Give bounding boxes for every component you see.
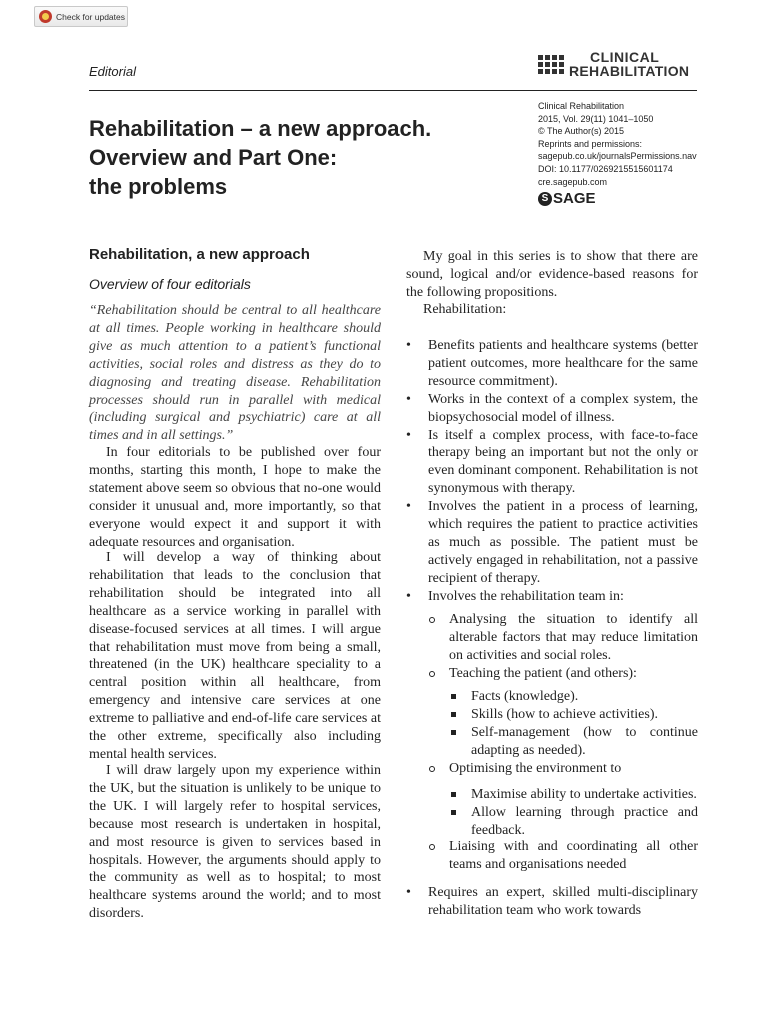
environment-list	[449, 786, 698, 840]
article-title	[89, 114, 509, 201]
section-label: Editorial	[89, 64, 136, 79]
journal-logo-line1: CLINICAL	[590, 49, 660, 65]
sage-s-icon: S	[538, 192, 552, 206]
list-item: Liaising with and coordinating all other teams and organisations needed	[428, 838, 698, 874]
title-line: the problems	[89, 174, 228, 199]
body-paragraph: My goal in this series is to show that there are sound, logical and/or evidence-based reasons for the following propositions.	[406, 249, 698, 300]
list-item: Analysing the situation to identify all alterable factors that may reduce limitation on activities and social roles.	[428, 611, 698, 665]
list-item: Allow learning through practice and feedback.	[449, 804, 698, 840]
section-heading: Rehabilitation, a new approach	[89, 246, 310, 263]
list-item: Facts (knowledge).	[449, 688, 698, 706]
permissions-link[interactable]: sagepub.co.uk/journalsPermissions.nav	[538, 151, 697, 162]
journal-logo	[538, 50, 689, 78]
publisher-name: SAGE	[553, 190, 596, 207]
check-for-updates-label: Check for updates	[56, 11, 125, 22]
team-role-list	[428, 838, 698, 874]
body-paragraph: I will develop a way of thinking about rehabilitation that leads to the conclusion that rehabilitation should be integrated into all healthcare as a service working in parallel with disease-focused services at all times. I will argue that rehabilitation must move from being a small, threatened (in the UK) healthcare speciality to a central position within all healthcare, from emergency and intensive care services at one extreme to palliative and end-of-life care services at the other extreme, specifically also including mental health services.	[89, 550, 381, 762]
proposition-list	[406, 337, 698, 606]
journal-name: Clinical Rehabilitation	[538, 101, 625, 111]
reprints-label: Reprints and permissions:	[538, 138, 643, 149]
list-item: • Benefits patients and healthcare systems (better patient outcomes, more healthcare for the same resource commitment).	[406, 337, 698, 391]
sub-heading: Overview of four editorials	[89, 276, 251, 292]
list-item: • Is itself a complex process, with face-to-face therapy being an important but not the only or even dominant component. Rehabilitation is not synonymous with therapy.	[406, 427, 698, 499]
journal-logo-grid-icon	[538, 55, 564, 74]
list-item: Maximise ability to undertake activities.	[449, 786, 698, 804]
copyright: © The Author(s) 2015	[538, 126, 625, 137]
title-line: Rehabilitation – a new approach.	[89, 116, 432, 141]
body-paragraph: In four editorials to be published over four months, starting this month, I hope to make the statement above seem so obvious that no-one would consider it unusual and, more importantly, so that everyone would expect it and support it with adequate resources and organisation.	[89, 445, 381, 550]
publication-info	[538, 100, 697, 188]
list-item: Teaching the patient (and others):	[428, 665, 698, 683]
journal-logo-line2: REHABILITATION	[569, 63, 690, 79]
teaching-list	[449, 688, 698, 760]
opening-quote: “Rehabilitation should be central to all healthcare at all times. People working in healthcare should give as much attention to a patient’s functional activities, social roles and distress as they do to diagnosing and treating disease. Rehabilitation processes should run in parallel with medical (including surgical and psychiatric) care at all times and in all settings.”	[89, 303, 381, 444]
check-for-updates-button[interactable]	[34, 6, 128, 27]
crossmark-icon	[39, 10, 52, 23]
doi[interactable]: DOI: 10.1177/0269215515601174	[538, 163, 673, 174]
publisher-logo	[538, 190, 596, 207]
journal-site-link[interactable]: cre.sagepub.com	[538, 176, 608, 187]
list-item: • Involves the patient in a process of learning, which requires the patient to practice activities as much as possible. The patient must be actively engaged in rehabilitation, not a passive recipient of therapy.	[406, 498, 698, 588]
volume-info: 2015, Vol. 29(11) 1041–1050	[538, 113, 654, 124]
list-item: Optimising the environment to	[428, 760, 698, 778]
list-item: • Works in the context of a complex system, the biopsychosocial model of illness.	[406, 391, 698, 427]
body-paragraph: I will draw largely upon my experience within the UK, but the situation is unlikely to be unique to the UK. I will largely refer to hospital services, because most research is undertaken in hospital, and most resource is given to services based in hospitals. However, the arguments should apply to the community as well as to hospital; to most healthcare systems around the world; and to most disorders.	[89, 763, 381, 922]
list-item: Self-management (how to continue adapting as needed).	[449, 724, 698, 760]
proposition-list	[406, 884, 698, 920]
team-role-list	[428, 760, 698, 778]
list-item: Skills (how to achieve activities).	[449, 706, 698, 724]
list-lead: Rehabilitation:	[423, 302, 507, 317]
list-item: • Involves the rehabilitation team in:	[406, 588, 698, 606]
header-divider	[89, 90, 697, 91]
title-line: Overview and Part One:	[89, 145, 338, 170]
team-role-list	[428, 611, 698, 683]
list-item: • Requires an expert, skilled multi-disciplinary rehabilitation team who work towards	[406, 884, 698, 920]
